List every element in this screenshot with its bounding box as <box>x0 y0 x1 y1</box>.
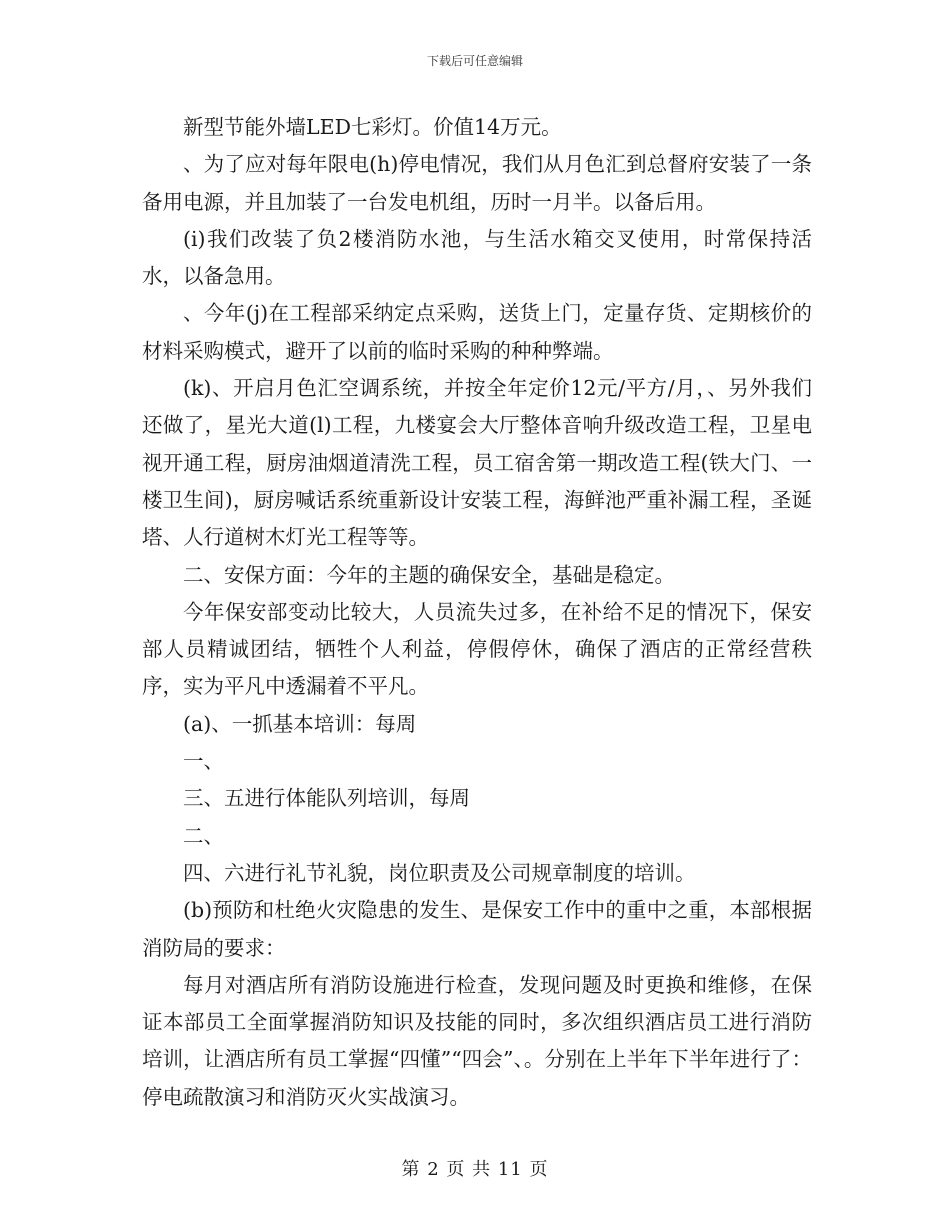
paragraph: (k)、开启月色汇空调系统，并按全年定价12元/平方/月，、另外我们还做了，星光大道(l)工程，九楼宴会大厅整体音响升级改造工程，卫星电视开通工程，厨房油烟道清洗工程，员工宿舍第一期改造工程(铁大门、一楼卫生间)，厨房喊话系统重新设计安装工程，海鲜池严重补漏工程，圣诞塔、人行道树木灯光工程等等。 <box>142 376 812 550</box>
paragraph: 新型节能外墙LED七彩灯。价值14万元。 <box>183 115 562 139</box>
document-body <box>142 109 812 1116</box>
paragraph: (b)预防和杜绝火灾隐患的发生、是保安工作中的重中之重，本部根据消防局的要求： <box>142 898 812 960</box>
paragraph: 二、安保方面：今年的主题的确保安全，基础是稳定。 <box>183 562 675 587</box>
paragraph: 每月对酒店所有消防设施进行检查，发现问题及时更换和维修，在保证本部员工全面掌握消防知识及技能的同时，多次组织酒店员工进行消防培训，让酒店所有员工掌握“四懂”“四会”、。分别在上半年下半年进行了：停电疏散演习和消防灭火实战演习。 <box>142 972 812 1109</box>
paragraph: 、为了应对每年限电(h)停电情况，我们从月色汇到总督府安装了一条备用电源，并且加装了一台发电机组，历时一月半。以备后用。 <box>142 152 812 214</box>
page-number-footer: 第 2 页 共 11 页 <box>401 1159 549 1180</box>
paragraph: (a)、一抓基本培训：每周 <box>183 711 417 736</box>
paragraph: 一、 <box>183 749 224 774</box>
paragraph: (i)我们改装了负2楼消防水池，与生活水箱交叉使用，时常保持活水，以备急用。 <box>142 226 812 289</box>
paragraph: 三、五进行体能队列培训，每周 <box>183 786 470 811</box>
paragraph: 四、六进行礼节礼貌，岗位职责及公司规章制度的培训。 <box>183 860 696 885</box>
paragraph: 二、 <box>183 823 224 848</box>
paragraph: 今年保安部变动比较大，人员流失过多，在补给不足的情况下，保安部人员精诚团结，牺牲个人利益，停假停休，确保了酒店的正常经营秩序，实为平凡中透漏着不平凡。 <box>142 599 812 699</box>
page-header: 下载后可任意编辑 <box>426 54 523 68</box>
paragraph: 、今年(j)在工程部采纳定点采购，送货上门，定量存货、定期核价的材料采购模式，避开了以前的临时采购的种种弊端。 <box>142 301 812 363</box>
